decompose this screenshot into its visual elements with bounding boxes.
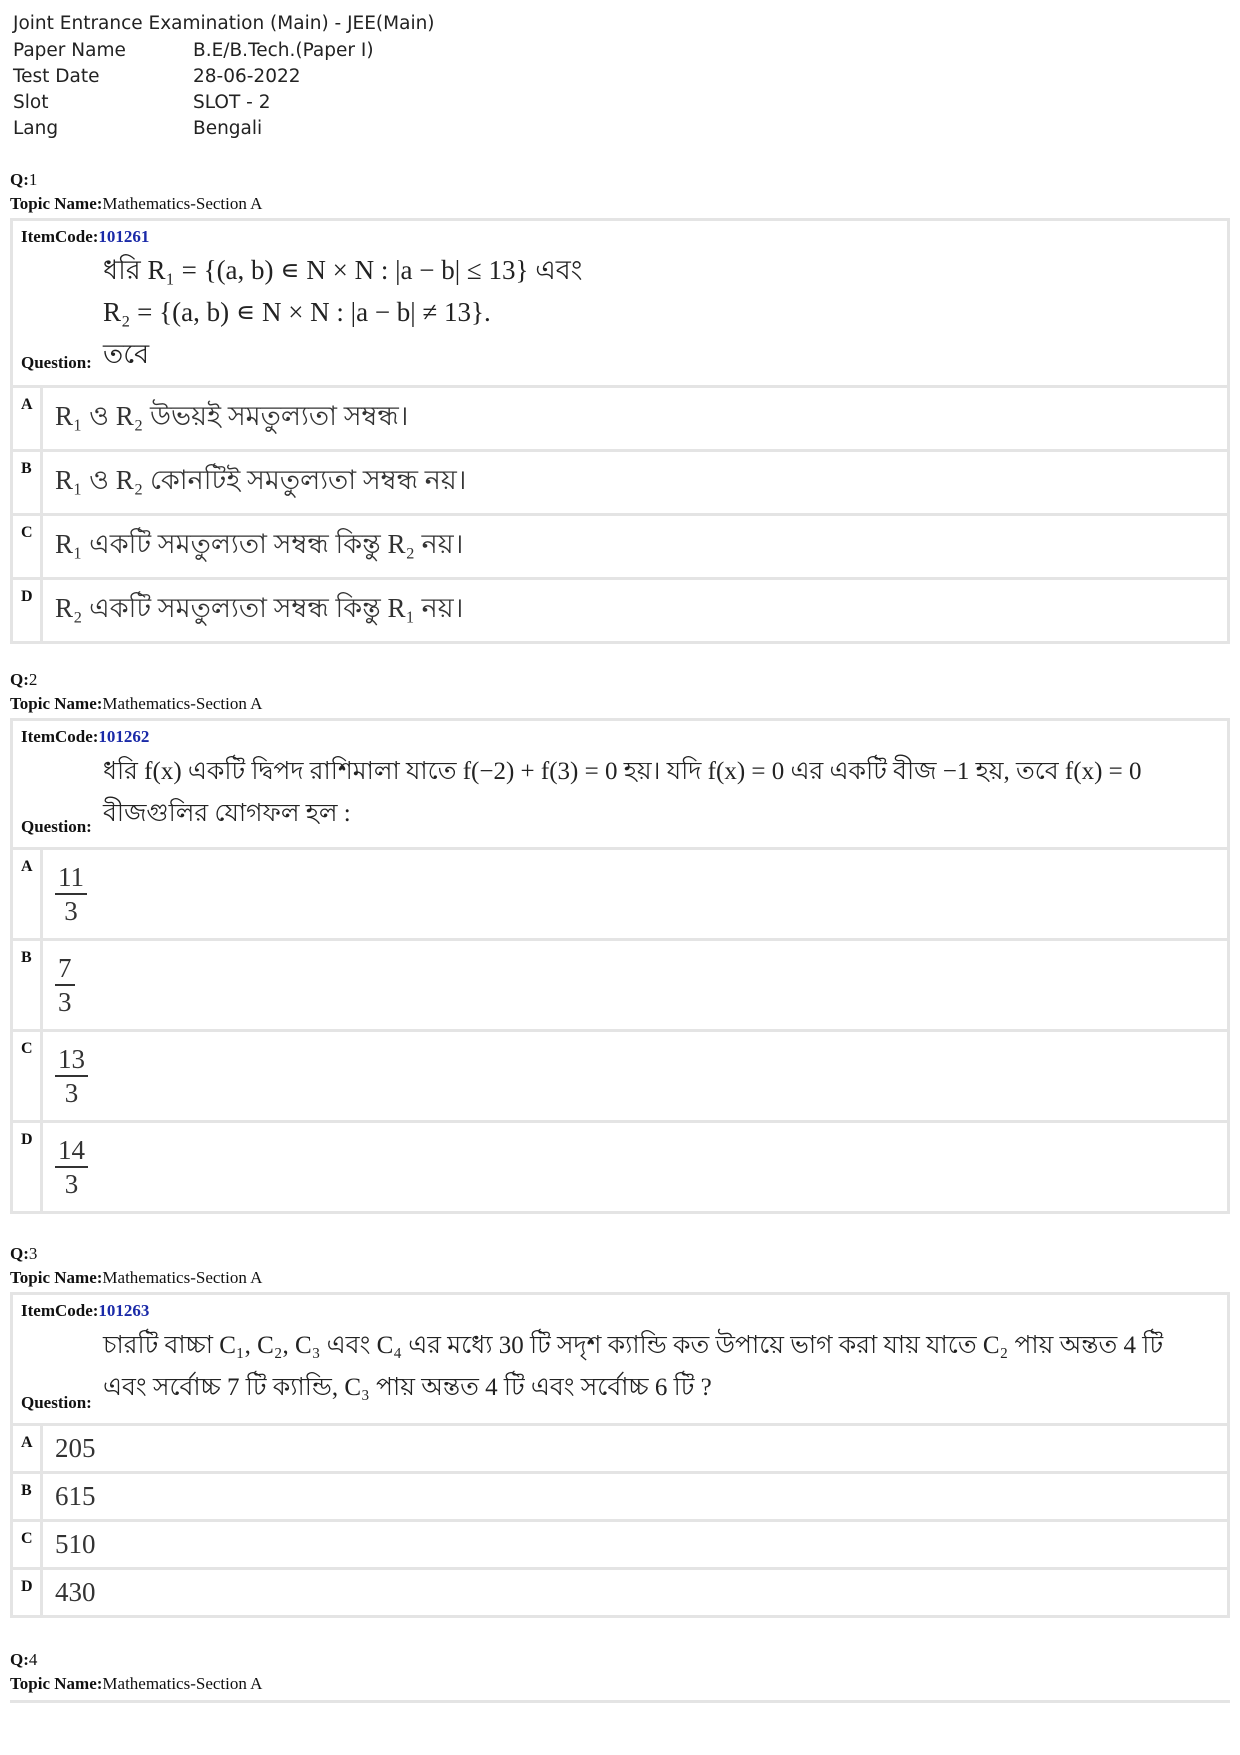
exam-header [13, 10, 435, 142]
option-d[interactable] [13, 1567, 1227, 1615]
question-box [10, 718, 1230, 1214]
question-1 [10, 168, 1230, 644]
question-line: বীজগুলির যোগফল হল : [103, 800, 351, 827]
question-line: ধরি f(x) একটি দ্বিপদ রাশিমালা যাতে f(−2) + f(3) = 0 হয়। যদি f(x) = 0 এর একটি বীজ −1 হয়, তবে f(x) = 0 [103, 758, 1142, 785]
question-label: Question: [21, 817, 92, 836]
header-value: B.E/B.Tech.(Paper I) [193, 40, 374, 61]
fraction-numerator: 11 [55, 861, 87, 895]
option-text: 615 [55, 1481, 96, 1511]
question-box [10, 218, 1230, 644]
item-code: ItemCode:101261 [21, 227, 150, 246]
option-text: R₂ একটি সমতুল্যতা সম্বন্ধ কিন্তু R₁ নয়। [55, 593, 464, 623]
option-a[interactable] [13, 847, 1227, 938]
option-b[interactable] [13, 1471, 1227, 1519]
header-label: Slot [13, 92, 49, 113]
option-a[interactable] [13, 1423, 1227, 1471]
question-number: Q:3 [10, 1244, 38, 1263]
option-letter: D [13, 1570, 43, 1615]
topic-name: Topic Name:Mathematics-Section A [10, 1268, 263, 1287]
option-b[interactable] [13, 938, 1227, 1029]
option-letter: A [13, 1426, 43, 1471]
header-value: Bengali [193, 118, 263, 139]
item-code: ItemCode:101262 [21, 727, 150, 746]
question-label: Question: [21, 1393, 92, 1412]
question-body [13, 721, 1227, 847]
option-c[interactable] [13, 513, 1227, 577]
option-letter: A [13, 388, 43, 449]
option-letter: C [13, 516, 43, 577]
question-number: Q:4 [10, 1650, 38, 1669]
item-code: ItemCode:101263 [21, 1301, 150, 1320]
header-row-slot [13, 90, 435, 116]
option-text: R₁ একটি সমতুল্যতা সম্বন্ধ কিন্তু R₂ নয়। [55, 529, 464, 559]
fraction-numerator: 14 [55, 1134, 88, 1168]
topic-name: Topic Name:Mathematics-Section A [10, 694, 263, 713]
fraction-numerator: 7 [55, 952, 75, 986]
fraction [55, 1043, 88, 1109]
header-value: SLOT - 2 [193, 92, 271, 113]
option-c[interactable] [13, 1519, 1227, 1567]
option-text: 510 [55, 1529, 96, 1559]
topic-name: Topic Name:Mathematics-Section A [10, 194, 263, 213]
option-letter: C [13, 1032, 43, 1120]
option-d[interactable] [13, 1120, 1227, 1211]
question-number: Q:2 [10, 670, 38, 689]
question-text [103, 751, 1217, 835]
header-label: Test Date [13, 66, 100, 87]
option-text [43, 1123, 1227, 1211]
option-c[interactable] [13, 1029, 1227, 1120]
question-body [13, 1295, 1227, 1423]
question-line: এবং সর্বোচ্চ 7 টি ক্যান্ডি, C₃ পায় অন্তত 4 টি এবং সর্বোচ্চ 6 টি ? [103, 1374, 712, 1401]
question-number: Q:1 [10, 170, 38, 189]
fraction [55, 952, 75, 1018]
question-line: চারটি বাচ্চা C₁, C₂, C₃ এবং C₄ এর মধ্যে 30 টি সদৃশ ক্যান্ডি কত উপায়ে ভাগ করা যায় যাতে C₂ পায় অন্তত 4 টি [103, 1332, 1164, 1359]
option-letter: B [13, 1474, 43, 1519]
header-value: 28-06-2022 [193, 66, 301, 87]
question-label: Question: [21, 353, 92, 372]
option-text: R₁ ও R₂ কোনটিই সমতুল্যতা সম্বন্ধ নয়। [55, 465, 467, 495]
fraction [55, 1134, 88, 1200]
header-row-test-date [13, 64, 435, 90]
option-letter: C [13, 1522, 43, 1567]
question-box [10, 1292, 1230, 1618]
question-text [103, 1325, 1217, 1409]
option-text [43, 850, 1227, 938]
topic-name: Topic Name:Mathematics-Section A [10, 1674, 263, 1693]
question-body [13, 221, 1227, 385]
option-a[interactable] [13, 385, 1227, 449]
header-label: Paper Name [13, 40, 126, 61]
fraction-denominator: 3 [64, 896, 78, 926]
option-letter: B [13, 452, 43, 513]
fraction [55, 861, 87, 927]
question-line: তবে [103, 339, 150, 369]
option-text: R₁ ও R₂ উভয়ই সমতুল্যতা সম্বন্ধ। [55, 401, 409, 431]
option-text: 205 [55, 1433, 96, 1463]
fraction-denominator: 3 [64, 1169, 79, 1199]
option-letter: B [13, 941, 43, 1029]
header-label: Lang [13, 118, 59, 139]
option-d[interactable] [13, 577, 1227, 641]
exam-title: Joint Entrance Examination (Main) - JEE(Main) [13, 13, 435, 34]
option-letter: A [13, 850, 43, 938]
fraction-numerator: 13 [55, 1043, 88, 1077]
fraction-denominator: 3 [64, 1078, 79, 1108]
question-4 [10, 1648, 1230, 1703]
fraction-denominator: 3 [58, 987, 72, 1017]
option-letter: D [13, 1123, 43, 1211]
question-line: R₂ = {(a, b) ∊ N × N : |a − b| ≠ 13}. [103, 297, 491, 327]
option-text [43, 941, 1227, 1029]
option-letter: D [13, 580, 43, 641]
question-3 [10, 1242, 1230, 1618]
header-row-paper-name [13, 38, 435, 64]
header-row-lang [13, 116, 435, 142]
question-text [103, 249, 1217, 375]
question-2 [10, 668, 1230, 1214]
question-line: ধরি R₁ = {(a, b) ∊ N × N : |a − b| ≤ 13} এবং [103, 255, 583, 285]
option-text: 430 [55, 1577, 96, 1607]
option-b[interactable] [13, 449, 1227, 513]
divider [10, 1700, 1230, 1703]
option-text [43, 1032, 1227, 1120]
